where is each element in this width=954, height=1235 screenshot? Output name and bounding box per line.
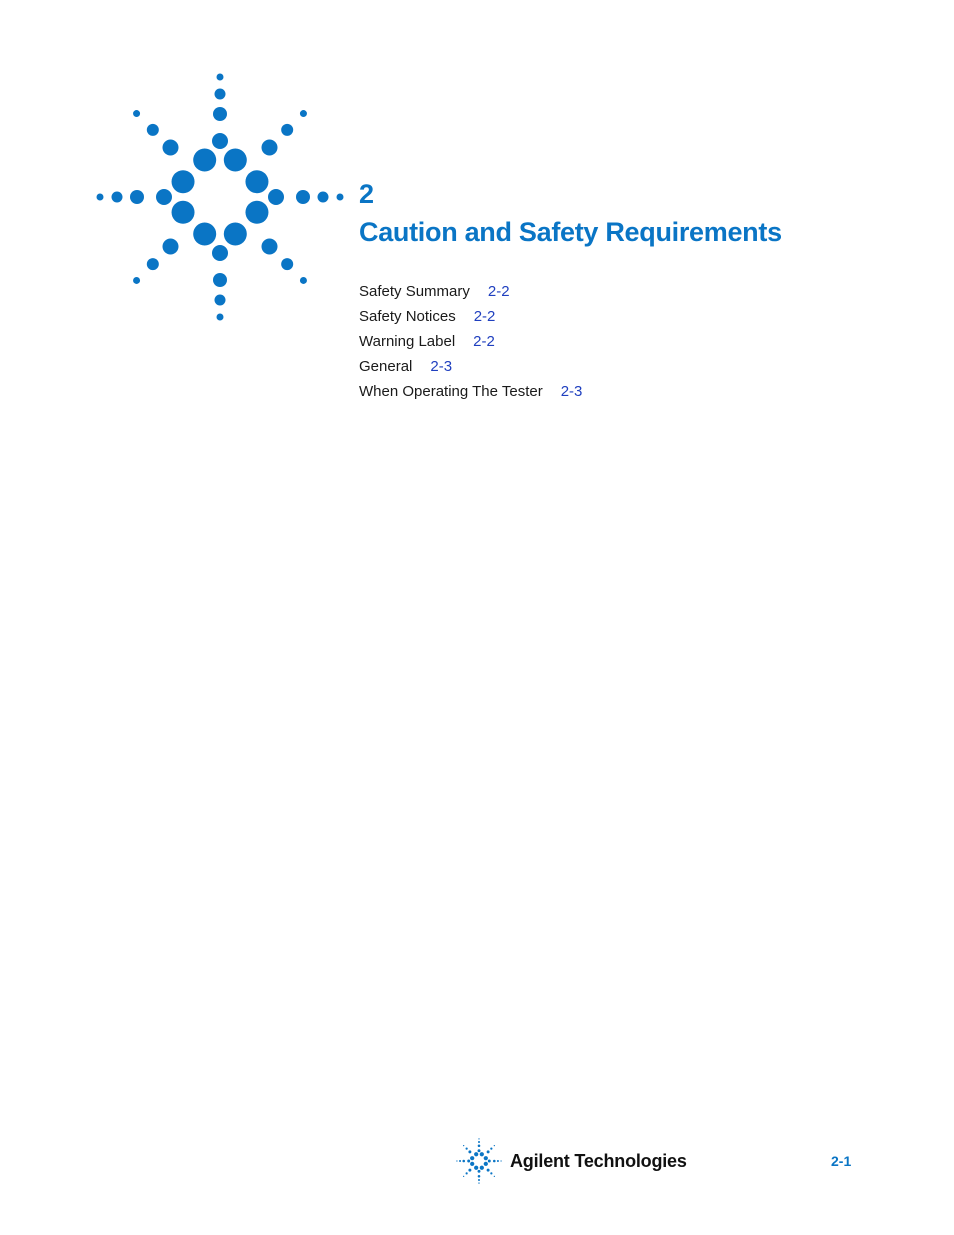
spark-dot	[97, 194, 104, 201]
spark-dot	[494, 1176, 495, 1177]
spark-dot	[262, 239, 278, 255]
spark-dot	[245, 201, 268, 224]
spark-dot	[213, 273, 227, 287]
spark-dot	[468, 1150, 471, 1153]
agilent-spark-small-icon	[455, 1138, 503, 1184]
spark-dot	[468, 1169, 471, 1172]
spark-dot	[163, 140, 179, 156]
spark-dot	[467, 1160, 470, 1163]
spark-dot	[296, 190, 310, 204]
spark-dot	[484, 1162, 488, 1166]
spark-dot	[172, 201, 195, 224]
spark-dot	[478, 1170, 481, 1173]
toc-item-label: General	[359, 358, 413, 375]
spark-dot	[463, 1176, 464, 1177]
spark-dot	[245, 170, 268, 193]
spark-dot	[281, 124, 293, 136]
agilent-spark-logo-icon	[95, 72, 345, 322]
spark-dot	[193, 149, 216, 172]
spark-dot	[318, 192, 329, 203]
spark-dot	[224, 149, 247, 172]
toc-item-general	[359, 354, 582, 379]
toc-page-link[interactable]: 2-2	[473, 308, 496, 325]
spark-dot	[217, 314, 224, 321]
spark-dot	[337, 194, 344, 201]
spark-dot	[212, 133, 228, 149]
spark-dot	[262, 140, 278, 156]
toc-item-safety-notices	[359, 304, 582, 329]
toc-item-label: Safety Notices	[359, 308, 456, 325]
spark-dot	[215, 295, 226, 306]
spark-dot	[463, 1145, 464, 1146]
spark-dot	[112, 192, 123, 203]
spark-dot	[224, 222, 247, 245]
table-of-contents	[359, 279, 582, 404]
spark-dot	[487, 1150, 490, 1153]
spark-dot	[470, 1162, 474, 1166]
spark-dot	[478, 1141, 480, 1143]
spark-dot	[480, 1152, 484, 1156]
spark-dot	[133, 277, 140, 284]
spark-dot	[215, 89, 226, 100]
spark-dot	[172, 170, 195, 193]
spark-dot	[133, 110, 140, 117]
spark-dot	[474, 1166, 478, 1170]
spark-dot	[478, 1179, 480, 1181]
spark-dot	[480, 1166, 484, 1170]
spark-dot	[163, 239, 179, 255]
spark-dot	[474, 1152, 478, 1156]
toc-page-link[interactable]: 2-2	[487, 283, 510, 300]
spark-dot	[478, 1144, 481, 1147]
spark-dot	[281, 258, 293, 270]
spark-dot	[147, 124, 159, 136]
spark-dot	[217, 74, 224, 81]
spark-dot	[470, 1156, 474, 1160]
toc-page-link[interactable]: 2-3	[430, 358, 453, 375]
spark-dot	[193, 222, 216, 245]
spark-dot	[130, 190, 144, 204]
spark-dot	[490, 1148, 492, 1150]
spark-dot	[478, 1175, 481, 1178]
spark-dot	[300, 277, 307, 284]
chapter-number: 2	[359, 179, 375, 209]
toc-page-link[interactable]: 2-2	[473, 333, 495, 350]
spark-dot	[456, 1160, 457, 1161]
toc-item-warning-label	[359, 329, 582, 354]
toc-page-link[interactable]: 2-3	[560, 383, 583, 400]
spark-dot	[497, 1160, 499, 1162]
spark-dot	[462, 1160, 465, 1163]
chapter-title: Caution and Safety Requirements	[359, 217, 782, 247]
toc-item-safety-summary	[359, 279, 582, 304]
footer-brand: Agilent Technologies	[510, 1151, 687, 1171]
spark-dot	[300, 110, 307, 117]
spark-dot	[500, 1160, 501, 1161]
spark-dot	[493, 1160, 496, 1163]
spark-dot	[490, 1172, 492, 1174]
spark-dot	[213, 107, 227, 121]
spark-dot	[478, 1149, 481, 1152]
spark-dot	[478, 1138, 479, 1139]
page-number: 2-1	[831, 1153, 852, 1169]
spark-dot	[488, 1160, 491, 1163]
spark-dot	[212, 245, 228, 261]
spark-dot	[147, 258, 159, 270]
toc-item-label: Safety Summary	[359, 283, 470, 300]
spark-dot	[466, 1172, 468, 1174]
spark-dot	[466, 1148, 468, 1150]
toc-item-when-operating	[359, 379, 582, 404]
spark-dot	[268, 189, 284, 205]
spark-dot	[156, 189, 172, 205]
spark-dot	[487, 1169, 490, 1172]
toc-item-label: When Operating The Tester	[359, 383, 543, 400]
spark-dot	[484, 1156, 488, 1160]
spark-dot	[494, 1145, 495, 1146]
toc-item-label: Warning Label	[359, 333, 456, 350]
spark-dot	[459, 1160, 461, 1162]
spark-dot	[478, 1182, 479, 1183]
